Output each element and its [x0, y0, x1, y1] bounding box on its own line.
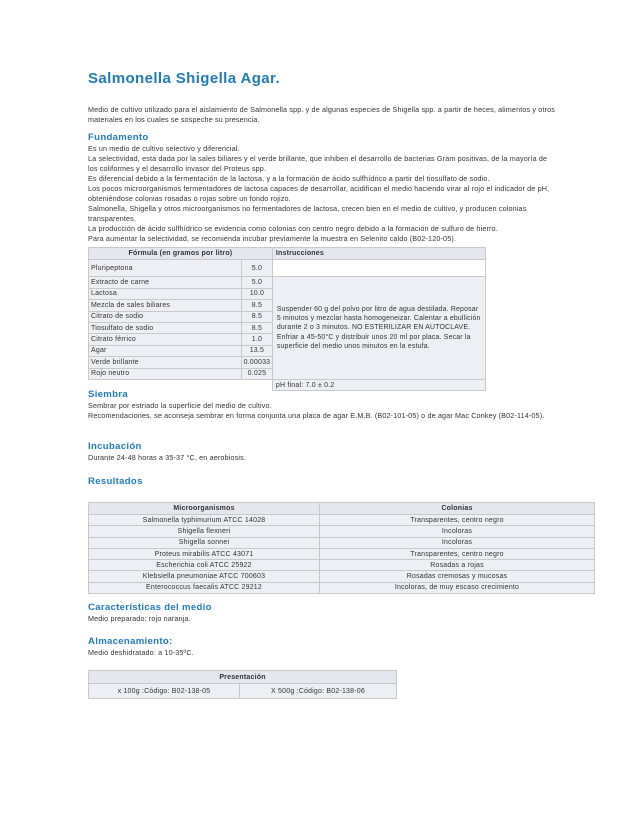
ingredient-name: Citrato férrico: [89, 334, 242, 345]
siembra-text: [88, 401, 558, 421]
fundamento-paragraph: Es diferencial debido a la fermentación de la lactosa, y a la formación de ácido sulfhídrico a partir del tiosulfato de sodio.: [88, 174, 490, 183]
siembra-heading: Siembra: [88, 389, 128, 400]
table-row: [89, 571, 595, 582]
table-row: [89, 582, 595, 593]
formula-table: [88, 247, 486, 391]
intro-paragraph: Medio de cultivo utilizado para el aislamiento de Salmonella spp. y de algunas especies de Shigella spp. a partir de heces, alimentos y otros materiales en los cuales se sospeche su presencia.: [88, 105, 556, 124]
intro-text: [88, 105, 558, 125]
colonias-header: Colonias: [320, 503, 595, 515]
micro-cell: Escherichia coli ATCC 25922: [89, 560, 320, 571]
fundamento-heading: Fundamento: [88, 132, 149, 143]
formula-header: Fórmula (en gramos por litro): [89, 248, 273, 260]
almacenamiento-heading: Almacenamiento:: [88, 636, 173, 647]
presentacion-item: x 100g :Código: B02-138-05: [89, 684, 240, 699]
ingredient-value: 8.5: [242, 300, 273, 311]
table-row: [89, 526, 595, 537]
micro-cell: Klebsiella pneumoniae ATCC 700603: [89, 571, 320, 582]
almacenamiento-text: Medio deshidratado: a 10-35ºC.: [88, 648, 194, 657]
ingredient-name: Citrato de sodio: [89, 311, 242, 322]
colonias-cell: Incoloras, de muy escaso crecimiento: [320, 582, 595, 593]
caracteristicas-heading: Características del medio: [88, 602, 212, 613]
colonias-cell: Transparentes, centro negro: [320, 515, 595, 526]
presentacion-item: X 500g :Código: B02-138-06: [240, 684, 397, 699]
ph-value: pH final: 7.0 ± 0.2: [272, 379, 485, 390]
ingredient-value: 13.5: [242, 345, 273, 356]
siembra-paragraph: Sembrar por estriado la superficie del medio de cultivo.: [88, 401, 272, 410]
presentacion-header: Presentación: [89, 671, 397, 684]
incubacion-text: Durante 24-48 horas a 35-37 °C, en aerobiosis.: [88, 453, 247, 462]
fundamento-paragraph: La producción de ácido sulfhídrico se evidencia como colonias con centro negro debido a la formación de sulfuro de hierro.: [88, 224, 498, 233]
table-row: [89, 260, 486, 277]
table-row: [89, 560, 595, 571]
micro-cell: Shigella sonnei: [89, 537, 320, 548]
colonias-cell: Rosadas a rojas: [320, 560, 595, 571]
table-row: [89, 537, 595, 548]
instructions-text: Suspender 60 g del polvo por litro de agua destilada. Reposar 5 minutos y mezclar hasta homogeneizar. Calentar a ebullición durante 2 o 3 minutos. NO ESTERILIZAR EN AUTOCLAVE. Enfriar a 45-50°C y distribuir unos 20 ml por placa. Secar la superficie del medio unos minutos en la estufa.: [272, 277, 485, 380]
table-row: [89, 515, 595, 526]
ingredient-name: Tiosulfato de sodio: [89, 322, 242, 333]
ingredient-value: 0.025: [242, 368, 273, 379]
micro-cell: Proteus mirabilis ATCC 43071: [89, 548, 320, 559]
results-table: [88, 502, 595, 594]
ingredient-name: Agar: [89, 345, 242, 356]
micro-cell: Shigella flexneri: [89, 526, 320, 537]
micro-cell: Enterococcus faecalis ATCC 29212: [89, 582, 320, 593]
colonias-cell: Incoloras: [320, 526, 595, 537]
siembra-paragraph: Recomendaciones, se aconseja sembrar en forma conjunta una placa de agar E.M.B. (B02-101-05) o de agar Mac Conkey (B02-114-05).: [88, 411, 545, 420]
colonias-cell: Transparentes, centro negro: [320, 548, 595, 559]
instructions-header: Instrucciones: [272, 248, 485, 260]
fundamento-paragraph: La selectividad, esta dada por la sales biliares y el verde brillante, que inhiben el desarrollo de bacterias Gram positivas, de la mayoría de los coliformes y el desarrollo invasor del Proteus spp.: [88, 154, 548, 173]
fundamento-text: [88, 144, 558, 244]
ingredient-value: 10.0: [242, 288, 273, 299]
table-row: [89, 277, 486, 288]
caracteristicas-text: Medio preparado: rojo naranja.: [88, 614, 191, 623]
table-row: [89, 548, 595, 559]
ingredient-value: 0.00033: [242, 357, 273, 368]
instructions-blank: [272, 260, 485, 277]
ingredient-value: 8.5: [242, 322, 273, 333]
ingredient-name: Lactosa: [89, 288, 242, 299]
ingredient-name: Pluripeptona: [89, 260, 242, 277]
colonias-cell: Rosadas cremosas y mucosas: [320, 571, 595, 582]
fundamento-paragraph: Los pocos microorganismos fermentadores de lactosa capaces de desarrollar, acidifican el medio haciendo virar al rojo el indicador de pH, obteniéndose colonias rosadas o rojas sobre un fondo rojizo.: [88, 184, 550, 203]
table-row: [89, 379, 486, 390]
table-row: [89, 684, 397, 699]
document-title: Salmonella Shigella Agar.: [88, 70, 281, 87]
micro-cell: Salmonella typhimurium ATCC 14028: [89, 515, 320, 526]
ingredient-value: 5.0: [242, 260, 273, 277]
ingredient-value: 5.0: [242, 277, 273, 288]
micro-header: Microorganismos: [89, 503, 320, 515]
fundamento-paragraph: Salmonella, Shigella y otros microorganismos no fermentadores de lactosa, crecen bien en el medio de cultivo, y producen colonias transparentes.: [88, 204, 527, 223]
fundamento-paragraph: Es un medio de cultivo selectivo y diferencial.: [88, 144, 240, 153]
ingredient-name: Rojo neutro: [89, 368, 242, 379]
ingredient-name: Mezcla de sales biliares: [89, 300, 242, 311]
ingredient-name: Verde brillante: [89, 357, 242, 368]
ingredient-name: Extracto de carne: [89, 277, 242, 288]
incubacion-heading: Incubación: [88, 441, 142, 452]
presentacion-table: [88, 670, 397, 699]
colonias-cell: Incoloras: [320, 537, 595, 548]
fundamento-paragraph: Para aumentar la selectividad, se recomienda incubar previamente la muestra en Selenito caldo (B02-120-05).: [88, 234, 457, 243]
ingredient-value: 8.5: [242, 311, 273, 322]
ingredient-value: 1.0: [242, 334, 273, 345]
resultados-heading: Resultados: [88, 476, 143, 487]
